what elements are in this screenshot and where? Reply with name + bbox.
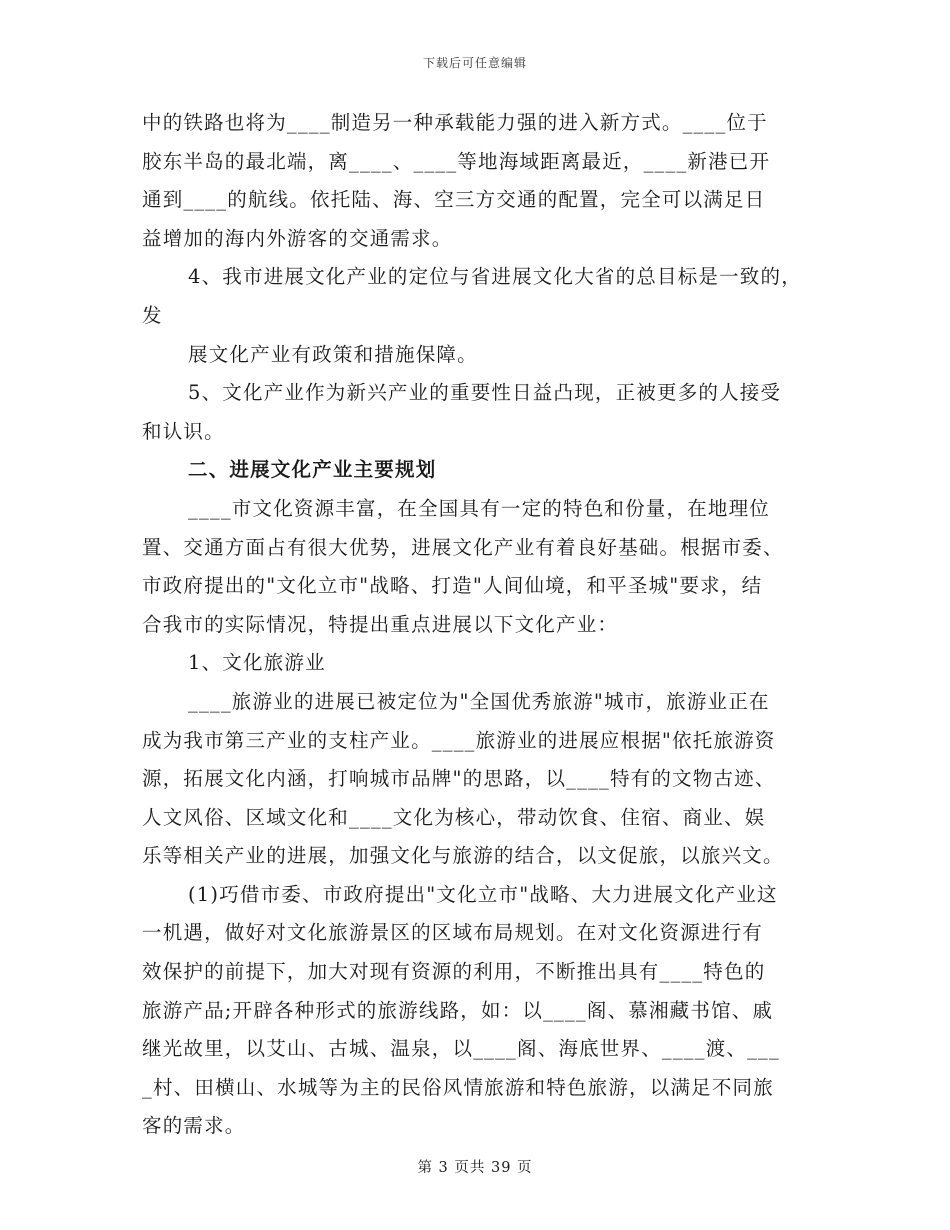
text-line: 置、交通方面占有很大优势，进展文化产业有着良好基础。根据市委、 bbox=[142, 535, 784, 559]
text-line: 通到____的航线。依托陆、海、空三方交通的配置，完全可以满足日 bbox=[142, 188, 766, 212]
text-line: 展文化产业有政策和措施保障。 bbox=[188, 342, 478, 366]
text-line: 客的需求。 bbox=[142, 1114, 246, 1138]
section-heading: 二、进展文化产业主要规划 bbox=[188, 458, 437, 482]
text-line: 发 bbox=[142, 303, 163, 327]
text-line: ____旅游业的进展已被定位为"全国优秀旅游"城市，旅游业正在 bbox=[188, 689, 770, 713]
page-header: 下载后可任意编辑 bbox=[422, 56, 527, 70]
text-line: 益增加的海内外游客的交通需求。 bbox=[142, 226, 453, 250]
document-body bbox=[142, 104, 822, 1146]
text-line: 源，拓展文化内涵，打响城市品牌"的思路，以____特有的文物古迹、 bbox=[142, 767, 776, 791]
text-line: 合我市的实际情况，特提出重点进展以下文化产业： bbox=[142, 612, 619, 636]
text-line: 一机遇，做好对文化旅游景区的区域布局规划。在对文化资源进行有 bbox=[142, 921, 764, 945]
text-line: 乐等相关产业的进展，加强文化与旅游的结合，以文促旅，以旅兴文。 bbox=[142, 844, 784, 868]
text-line: 中的铁路也将为____制造另一种承载能力强的进入新方式。____位于 bbox=[142, 111, 768, 134]
text-line: 人文风俗、区域文化和____文化为核心，带动饮食、住宿、商业、娱 bbox=[142, 805, 766, 829]
text-line: 和认识。 bbox=[142, 419, 225, 443]
text-line: 4、我市进展文化产业的定位与省进展文化大省的总目标是一致的， bbox=[188, 265, 802, 289]
text-line: 成为我市第三产业的支柱产业。____旅游业的进展应根据"依托旅游资 bbox=[142, 728, 776, 752]
page-footer: 第 3 页共 39 页 bbox=[417, 1160, 533, 1176]
text-line: 1、文化旅游业 bbox=[188, 651, 326, 675]
text-line: ____市文化资源丰富，在全国具有一定的特色和份量，在地理位 bbox=[188, 496, 771, 520]
text-line: 胶东半岛的最北端，离____、____等地海域距离最近，____新港已开 bbox=[142, 149, 771, 173]
text-line: 旅游产品;开辟各种形式的旅游线路，如：以____阁、慕湘藏书馆、戚 bbox=[142, 998, 774, 1022]
text-line: 继光故里，以艾山、古城、温泉，以____阁、海底世界、____渡、___ bbox=[142, 1037, 780, 1061]
text-line: 效保护的前提下，加大对现有资源的利用，不断推出具有____特色的 bbox=[142, 960, 766, 984]
text-line: _村、田横山、水城等为主的民俗风情旅游和特色旅游，以满足不同旅 bbox=[142, 1075, 774, 1099]
text-line: (1)巧借市委、市政府提出"文化立市"战略、大力进展文化产业这 bbox=[188, 882, 778, 906]
text-line: 5、文化产业作为新兴产业的重要性日益凸现，正被更多的人接受 bbox=[188, 381, 782, 405]
text-line: 市政府提出的"文化立市"战略、打造"人间仙境，和平圣城"要求，结 bbox=[142, 574, 763, 598]
